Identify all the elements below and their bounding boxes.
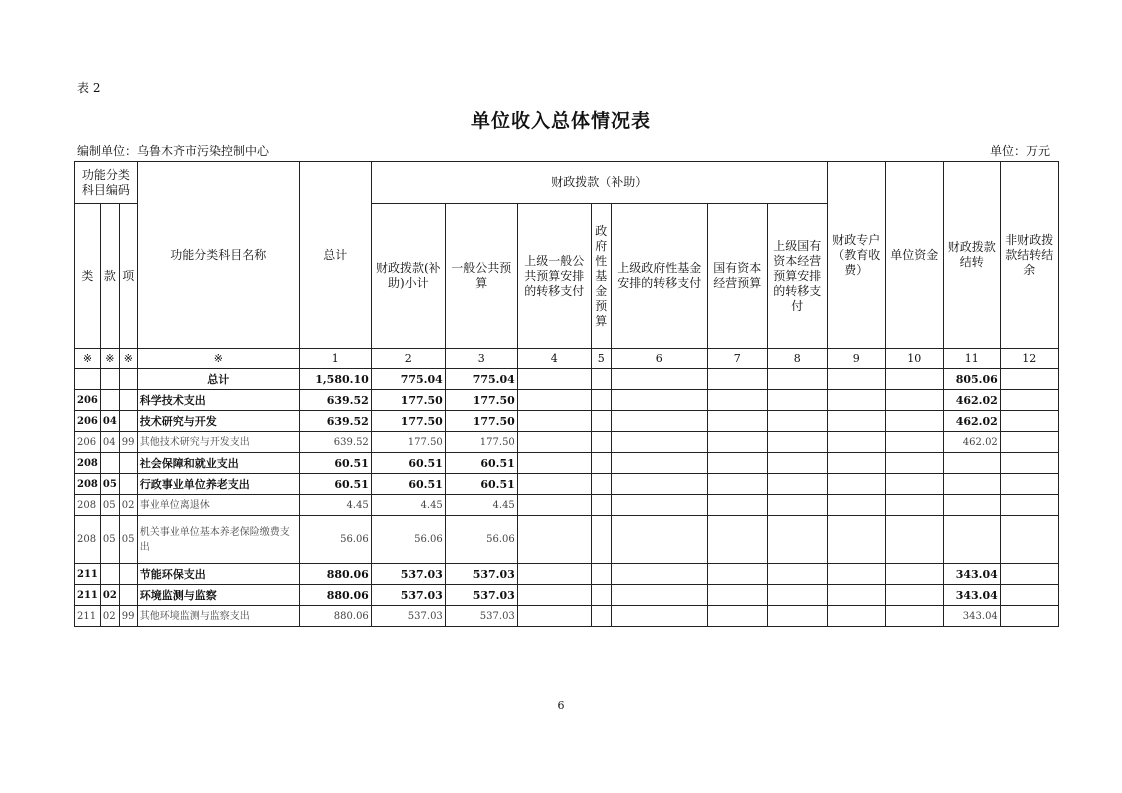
cell-upper-fund-transfer <box>611 474 707 495</box>
cell-upper-general-transfer <box>517 369 591 390</box>
cell-total: 4.45 <box>299 495 371 516</box>
cell-total: 880.06 <box>299 585 371 606</box>
cell-unit-funds <box>885 495 943 516</box>
cell-unit-funds <box>885 411 943 432</box>
currency-unit: 单位：万元 <box>989 144 1050 158</box>
cell-upper-state-capital-transfer <box>767 585 827 606</box>
cell-upper-general-transfer <box>517 606 591 627</box>
cell-fiscal-subtotal: 177.50 <box>371 432 445 453</box>
cell-upper-state-capital-transfer <box>767 495 827 516</box>
cell-total: 60.51 <box>299 453 371 474</box>
cell-xiang <box>119 564 137 585</box>
cell-kuan: 05 <box>100 516 119 564</box>
cell-general-budget: 537.03 <box>445 585 517 606</box>
cell-state-capital <box>707 411 767 432</box>
cell-upper-state-capital-transfer <box>767 411 827 432</box>
cell-fiscal-special <box>827 474 885 495</box>
cell-gov-fund <box>591 369 611 390</box>
cell-lei: 211 <box>75 585 101 606</box>
cell-upper-state-capital-transfer <box>767 369 827 390</box>
cell-kuan: 05 <box>100 474 119 495</box>
cell-fiscal-subtotal: 537.03 <box>371 606 445 627</box>
cell-upper-state-capital-transfer <box>767 606 827 627</box>
header-kuan: 款 <box>100 204 119 349</box>
cell-fiscal-subtotal: 775.04 <box>371 369 445 390</box>
table-row <box>75 516 1059 564</box>
cell-nonfiscal-carryover <box>1000 369 1058 390</box>
cell-fiscal-subtotal: 56.06 <box>371 516 445 564</box>
cell-fiscal-special <box>827 369 885 390</box>
index-row <box>75 349 1059 369</box>
compiling-unit: 编制单位：乌鲁木齐市污染控制中心 <box>77 144 270 158</box>
cell-fiscal-carryover: 462.02 <box>943 432 1000 453</box>
cell-fiscal-subtotal: 537.03 <box>371 585 445 606</box>
cell-lei: 211 <box>75 564 101 585</box>
cell-func-name: 节能环保支出 <box>137 564 299 585</box>
cell-upper-state-capital-transfer <box>767 474 827 495</box>
cell-fiscal-subtotal: 4.45 <box>371 495 445 516</box>
index-cell: 12 <box>1000 349 1058 369</box>
cell-fiscal-special <box>827 411 885 432</box>
header-func-code: 功能分类科目编码 <box>75 162 138 204</box>
cell-kuan <box>100 564 119 585</box>
cell-fiscal-carryover <box>943 495 1000 516</box>
cell-func-name: 行政事业单位养老支出 <box>137 474 299 495</box>
cell-upper-fund-transfer <box>611 495 707 516</box>
cell-upper-fund-transfer <box>611 585 707 606</box>
cell-gov-fund <box>591 495 611 516</box>
index-cell: 10 <box>885 349 943 369</box>
cell-fiscal-subtotal: 537.03 <box>371 564 445 585</box>
header-fiscal-subtotal: 财政拨款(补助)小计 <box>371 204 445 349</box>
index-cell: ※ <box>75 349 101 369</box>
cell-state-capital <box>707 390 767 411</box>
cell-unit-funds <box>885 564 943 585</box>
cell-unit-funds <box>885 606 943 627</box>
cell-fiscal-carryover <box>943 474 1000 495</box>
cell-upper-fund-transfer <box>611 564 707 585</box>
cell-upper-state-capital-transfer <box>767 516 827 564</box>
cell-state-capital <box>707 453 767 474</box>
header-fiscal-special: 财政专户（教育收费） <box>827 162 885 349</box>
table-row <box>75 390 1059 411</box>
cell-gov-fund <box>591 432 611 453</box>
cell-lei: 211 <box>75 606 101 627</box>
cell-gov-fund <box>591 606 611 627</box>
cell-fiscal-special <box>827 453 885 474</box>
cell-general-budget: 775.04 <box>445 369 517 390</box>
cell-xiang <box>119 369 137 390</box>
cell-fiscal-carryover <box>943 453 1000 474</box>
cell-upper-general-transfer <box>517 390 591 411</box>
cell-unit-funds <box>885 474 943 495</box>
cell-upper-state-capital-transfer <box>767 390 827 411</box>
cell-lei <box>75 369 101 390</box>
cell-fiscal-carryover <box>943 516 1000 564</box>
cell-func-name: 总计 <box>137 369 299 390</box>
cell-lei: 208 <box>75 495 101 516</box>
cell-upper-general-transfer <box>517 411 591 432</box>
index-cell: 11 <box>943 349 1000 369</box>
cell-fiscal-carryover: 462.02 <box>943 411 1000 432</box>
cell-fiscal-special <box>827 495 885 516</box>
cell-state-capital <box>707 369 767 390</box>
cell-gov-fund <box>591 453 611 474</box>
income-summary-table <box>74 161 1059 627</box>
cell-fiscal-special <box>827 390 885 411</box>
index-cell: 3 <box>445 349 517 369</box>
cell-total: 880.06 <box>299 564 371 585</box>
cell-nonfiscal-carryover <box>1000 495 1058 516</box>
header-unit-funds: 单位资金 <box>885 162 943 349</box>
cell-upper-fund-transfer <box>611 453 707 474</box>
cell-upper-general-transfer <box>517 495 591 516</box>
table-row <box>75 606 1059 627</box>
header-func-name: 功能分类科目名称 <box>137 162 299 349</box>
cell-func-name: 社会保障和就业支出 <box>137 453 299 474</box>
table-row <box>75 432 1059 453</box>
cell-kuan: 04 <box>100 411 119 432</box>
cell-nonfiscal-carryover <box>1000 606 1058 627</box>
cell-kuan: 02 <box>100 606 119 627</box>
cell-fiscal-carryover: 343.04 <box>943 606 1000 627</box>
cell-lei: 206 <box>75 411 101 432</box>
cell-xiang: 99 <box>119 606 137 627</box>
cell-fiscal-special <box>827 516 885 564</box>
cell-xiang <box>119 390 137 411</box>
index-cell: 8 <box>767 349 827 369</box>
cell-lei: 206 <box>75 390 101 411</box>
cell-func-name: 技术研究与开发 <box>137 411 299 432</box>
cell-func-name: 科学技术支出 <box>137 390 299 411</box>
table-row <box>75 369 1059 390</box>
table-row <box>75 411 1059 432</box>
header-upper-state-capital-transfer: 上级国有资本经营预算安排的转移支付 <box>767 204 827 349</box>
table-tag: 表 2 <box>77 81 101 95</box>
cell-fiscal-subtotal: 177.50 <box>371 411 445 432</box>
cell-fiscal-carryover: 343.04 <box>943 585 1000 606</box>
cell-state-capital <box>707 516 767 564</box>
table-row <box>75 474 1059 495</box>
cell-upper-fund-transfer <box>611 411 707 432</box>
cell-nonfiscal-carryover <box>1000 564 1058 585</box>
table-row <box>75 495 1059 516</box>
cell-upper-fund-transfer <box>611 369 707 390</box>
cell-func-name: 环境监测与监察 <box>137 585 299 606</box>
cell-upper-general-transfer <box>517 474 591 495</box>
header-fiscal-carryover: 财政拨款结转 <box>943 162 1000 349</box>
header-fiscal-group: 财政拨款（补助） <box>371 162 827 204</box>
index-cell: 4 <box>517 349 591 369</box>
cell-upper-general-transfer <box>517 564 591 585</box>
cell-fiscal-carryover: 805.06 <box>943 369 1000 390</box>
table-row <box>75 453 1059 474</box>
cell-fiscal-carryover: 343.04 <box>943 564 1000 585</box>
cell-total: 639.52 <box>299 411 371 432</box>
cell-xiang <box>119 585 137 606</box>
cell-general-budget: 537.03 <box>445 606 517 627</box>
cell-general-budget: 4.45 <box>445 495 517 516</box>
cell-func-name: 机关事业单位基本养老保险缴费支出 <box>137 516 299 564</box>
cell-kuan: 05 <box>100 495 119 516</box>
cell-kuan: 02 <box>100 585 119 606</box>
cell-nonfiscal-carryover <box>1000 390 1058 411</box>
cell-nonfiscal-carryover <box>1000 474 1058 495</box>
cell-nonfiscal-carryover <box>1000 585 1058 606</box>
cell-gov-fund <box>591 411 611 432</box>
index-cell: ※ <box>100 349 119 369</box>
cell-total: 1,580.10 <box>299 369 371 390</box>
cell-general-budget: 177.50 <box>445 432 517 453</box>
cell-state-capital <box>707 474 767 495</box>
cell-upper-fund-transfer <box>611 432 707 453</box>
cell-unit-funds <box>885 516 943 564</box>
cell-nonfiscal-carryover <box>1000 432 1058 453</box>
cell-general-budget: 60.51 <box>445 453 517 474</box>
cell-func-name: 其他技术研究与开发支出 <box>137 432 299 453</box>
index-cell: ※ <box>137 349 299 369</box>
cell-gov-fund <box>591 474 611 495</box>
cell-lei: 208 <box>75 516 101 564</box>
cell-unit-funds <box>885 369 943 390</box>
cell-gov-fund <box>591 516 611 564</box>
cell-lei: 208 <box>75 453 101 474</box>
index-cell: 7 <box>707 349 767 369</box>
cell-xiang: 05 <box>119 516 137 564</box>
cell-fiscal-special <box>827 585 885 606</box>
cell-general-budget: 537.03 <box>445 564 517 585</box>
cell-nonfiscal-carryover <box>1000 411 1058 432</box>
cell-xiang <box>119 453 137 474</box>
cell-gov-fund <box>591 564 611 585</box>
index-cell: 6 <box>611 349 707 369</box>
cell-xiang <box>119 411 137 432</box>
header-nonfiscal-carryover: 非财政拨款结转结余 <box>1000 162 1058 349</box>
header-general-budget: 一般公共预算 <box>445 204 517 349</box>
cell-total: 56.06 <box>299 516 371 564</box>
cell-unit-funds <box>885 432 943 453</box>
cell-state-capital <box>707 432 767 453</box>
cell-nonfiscal-carryover <box>1000 453 1058 474</box>
index-cell: 2 <box>371 349 445 369</box>
cell-upper-state-capital-transfer <box>767 432 827 453</box>
cell-kuan: 04 <box>100 432 119 453</box>
cell-upper-general-transfer <box>517 585 591 606</box>
cell-nonfiscal-carryover <box>1000 516 1058 564</box>
index-cell: 9 <box>827 349 885 369</box>
index-cell: 5 <box>591 349 611 369</box>
index-cell: ※ <box>119 349 137 369</box>
index-cell: 1 <box>299 349 371 369</box>
cell-xiang: 99 <box>119 432 137 453</box>
cell-upper-general-transfer <box>517 432 591 453</box>
cell-state-capital <box>707 564 767 585</box>
cell-fiscal-special <box>827 432 885 453</box>
cell-unit-funds <box>885 390 943 411</box>
cell-upper-fund-transfer <box>611 516 707 564</box>
cell-state-capital <box>707 495 767 516</box>
cell-kuan <box>100 369 119 390</box>
cell-unit-funds <box>885 585 943 606</box>
cell-gov-fund <box>591 390 611 411</box>
cell-upper-fund-transfer <box>611 606 707 627</box>
cell-upper-state-capital-transfer <box>767 564 827 585</box>
cell-upper-general-transfer <box>517 453 591 474</box>
cell-total: 639.52 <box>299 390 371 411</box>
cell-upper-fund-transfer <box>611 390 707 411</box>
cell-upper-state-capital-transfer <box>767 453 827 474</box>
header-total: 总计 <box>299 162 371 349</box>
cell-state-capital <box>707 606 767 627</box>
cell-fiscal-special <box>827 564 885 585</box>
cell-general-budget: 177.50 <box>445 411 517 432</box>
cell-general-budget: 56.06 <box>445 516 517 564</box>
cell-xiang <box>119 474 137 495</box>
page-number: 6 <box>557 699 565 712</box>
cell-state-capital <box>707 585 767 606</box>
cell-fiscal-subtotal: 60.51 <box>371 453 445 474</box>
header-state-capital: 国有资本经营预算 <box>707 204 767 349</box>
table-row <box>75 564 1059 585</box>
header-xiang: 项 <box>119 204 137 349</box>
cell-lei: 208 <box>75 474 101 495</box>
cell-upper-general-transfer <box>517 516 591 564</box>
cell-total: 639.52 <box>299 432 371 453</box>
table-row <box>75 585 1059 606</box>
cell-general-budget: 177.50 <box>445 390 517 411</box>
cell-kuan <box>100 390 119 411</box>
cell-general-budget: 60.51 <box>445 474 517 495</box>
page-title: 单位收入总体情况表 <box>470 110 651 132</box>
header-gov-fund: 政府性基金预算 <box>591 204 611 349</box>
cell-gov-fund <box>591 585 611 606</box>
cell-fiscal-carryover: 462.02 <box>943 390 1000 411</box>
cell-total: 880.06 <box>299 606 371 627</box>
cell-xiang: 02 <box>119 495 137 516</box>
cell-fiscal-special <box>827 606 885 627</box>
cell-func-name: 事业单位离退休 <box>137 495 299 516</box>
cell-unit-funds <box>885 453 943 474</box>
cell-fiscal-subtotal: 177.50 <box>371 390 445 411</box>
cell-func-name: 其他环境监测与监察支出 <box>137 606 299 627</box>
cell-kuan <box>100 453 119 474</box>
cell-fiscal-subtotal: 60.51 <box>371 474 445 495</box>
cell-lei: 206 <box>75 432 101 453</box>
cell-total: 60.51 <box>299 474 371 495</box>
header-upper-fund-transfer: 上级政府性基金安排的转移支付 <box>611 204 707 349</box>
header-lei: 类 <box>75 204 101 349</box>
header-upper-general-transfer: 上级一般公共预算安排的转移支付 <box>517 204 591 349</box>
